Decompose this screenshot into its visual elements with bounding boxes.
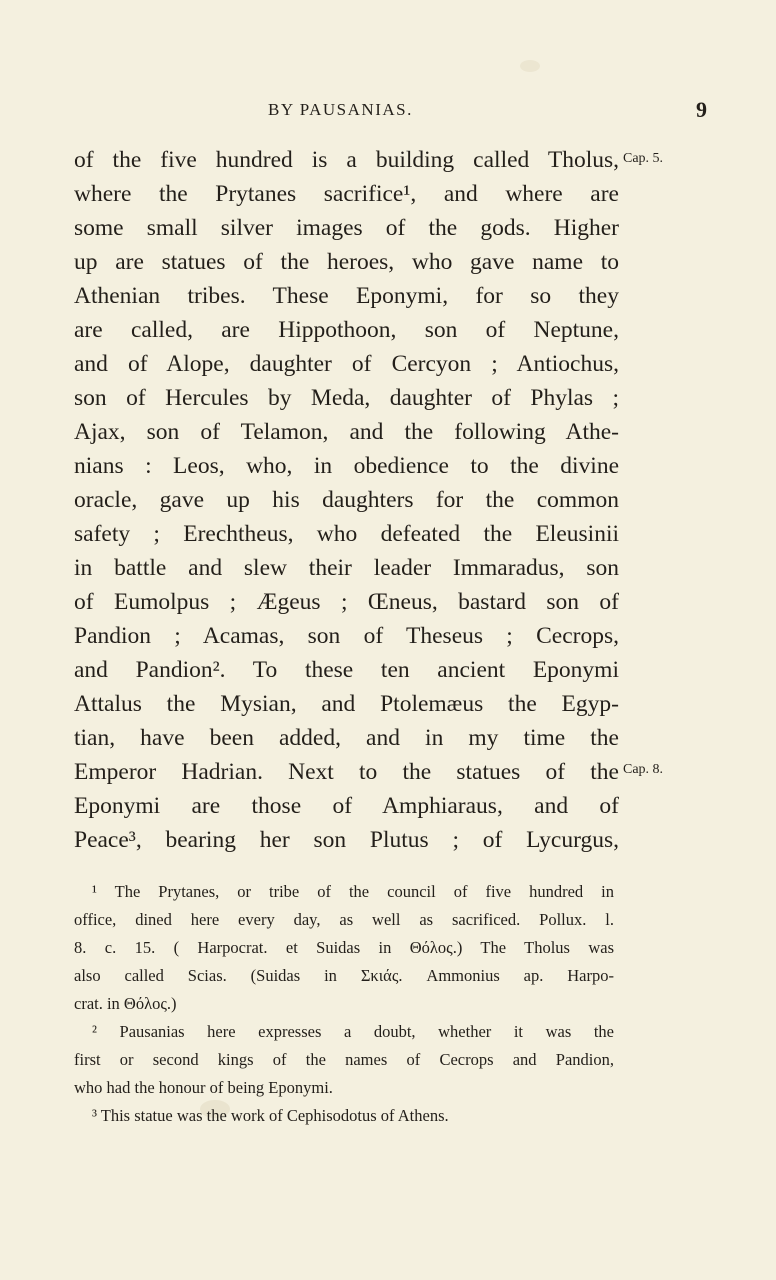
footnote-line: also called Scias. (Suidas in Σκιάς. Ammonius ap. Harpo- xyxy=(74,966,614,985)
running-title: BY PAUSANIAS. xyxy=(268,100,413,119)
running-head xyxy=(0,97,776,126)
text-line: some small silver images of the gods. Higher xyxy=(74,215,619,241)
text-line: Ajax, son of Telamon, and the following Athe- xyxy=(74,419,619,445)
text-line: and Pandion². To these ten ancient Eponymi xyxy=(74,657,619,683)
text-line: tian, have been added, and in my time the xyxy=(74,725,619,751)
paper-stain xyxy=(520,60,540,72)
text-line: in battle and slew their leader Immaradus, son xyxy=(74,555,619,581)
footnote-line: ¹ The Prytanes, or tribe of the council of five hundred in xyxy=(92,882,614,901)
text-line: son of Hercules by Meda, daughter of Phylas ; xyxy=(74,385,619,411)
text-line: Eponymi are those of Amphiaraus, and of xyxy=(74,793,619,819)
text-line: of the five hundred is a building called Tholus, xyxy=(74,147,619,173)
text-line: are called, are Hippothoon, son of Neptune, xyxy=(74,317,619,343)
text-line: Attalus the Mysian, and Ptolemæus the Egyp- xyxy=(74,691,619,717)
text-line: Athenian tribes. These Eponymi, for so they xyxy=(74,283,619,309)
footnote-line: office, dined here every day, as well as sacrificed. Pollux. l. xyxy=(74,910,614,929)
footnote-line: who had the honour of being Eponymi. xyxy=(74,1078,333,1097)
margin-note-cap-8: Cap. 8. xyxy=(623,762,664,777)
text-line: Emperor Hadrian. Next to the statues of the xyxy=(74,759,619,785)
text-line: of Eumolpus ; Ægeus ; Œneus, bastard son of xyxy=(74,589,619,615)
text-line: oracle, gave up his daughters for the common xyxy=(74,487,619,513)
text-line: Peace³, bearing her son Plutus ; of Lycurgus, xyxy=(74,827,619,853)
text-line: where the Prytanes sacrifice¹, and where are xyxy=(74,181,619,207)
footnotes xyxy=(74,878,614,1130)
text-line: up are statues of the heroes, who gave name to xyxy=(74,249,619,275)
footnote-line: ² Pausanias here expresses a doubt, whether it was the xyxy=(92,1022,614,1041)
footnote-line: first or second kings of the names of Cecrops and Pandion, xyxy=(74,1050,614,1069)
footnote-line: crat. in Θόλος.) xyxy=(74,994,177,1013)
text-line: safety ; Erechtheus, who defeated the Eleusinii xyxy=(74,521,619,547)
text-line: nians : Leos, who, in obedience to the divine xyxy=(74,453,619,479)
text-line: Pandion ; Acamas, son of Theseus ; Cecrops, xyxy=(74,623,619,649)
body-text xyxy=(74,143,619,857)
page-number: 9 xyxy=(696,97,707,122)
margin-note-cap-5: Cap. 5. xyxy=(623,151,664,166)
footnote-line: ³ This statue was the work of Cephisodotus of Athens. xyxy=(92,1106,449,1125)
footnote-line: 8. c. 15. ( Harpocrat. et Suidas in Θόλος.) The Tholus was xyxy=(74,938,614,957)
text-line: and of Alope, daughter of Cercyon ; Antiochus, xyxy=(74,351,619,377)
